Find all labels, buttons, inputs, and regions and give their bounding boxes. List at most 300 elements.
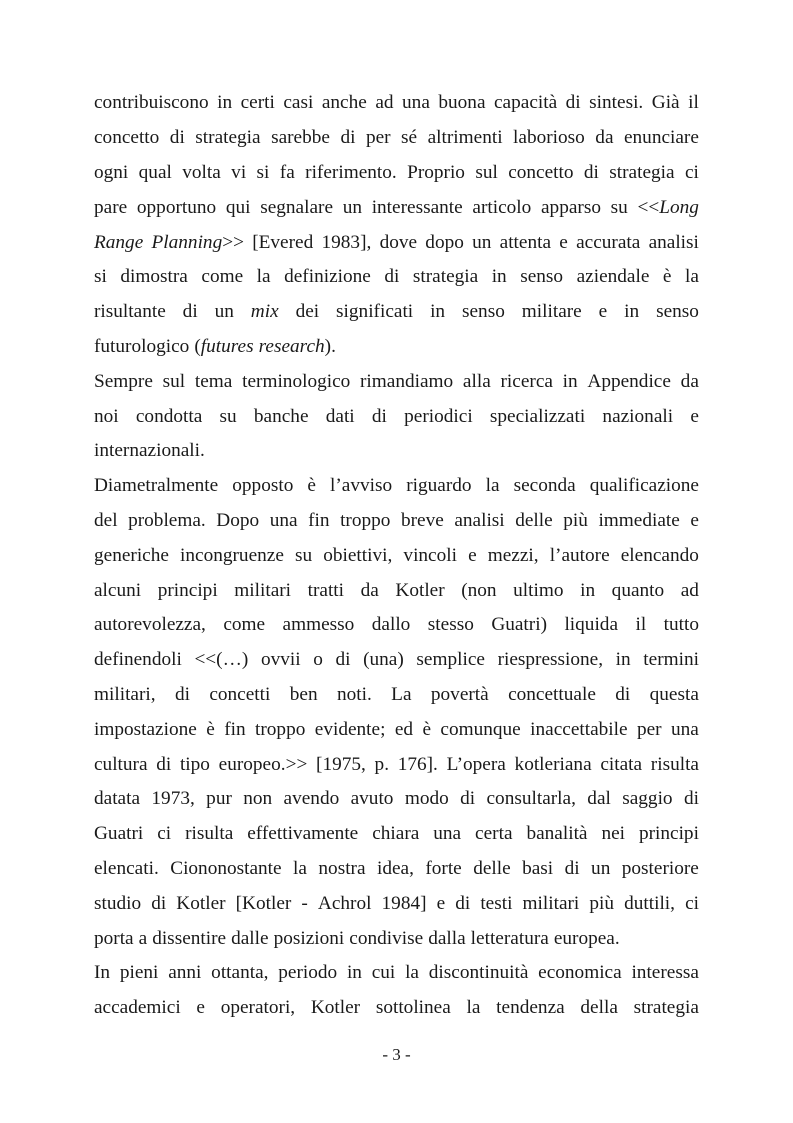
text-line bbox=[94, 956, 699, 991]
text-line bbox=[94, 817, 699, 852]
word: di bbox=[460, 788, 476, 810]
word: e bbox=[598, 301, 608, 323]
word: basi bbox=[522, 857, 554, 879]
word: attenta bbox=[499, 231, 552, 253]
word: autorevolezza, bbox=[94, 614, 206, 636]
word: di bbox=[156, 753, 172, 775]
word: un bbox=[214, 301, 234, 323]
text-line bbox=[94, 643, 699, 678]
word: banche bbox=[253, 405, 309, 427]
word: di bbox=[565, 92, 581, 114]
word: - bbox=[301, 892, 308, 914]
word: senso bbox=[520, 266, 564, 288]
word: <<Long bbox=[637, 196, 699, 218]
word: ad bbox=[375, 92, 394, 114]
word: accurata bbox=[576, 231, 641, 253]
word: incongruenze bbox=[180, 544, 284, 566]
word: (non bbox=[461, 579, 497, 601]
word: come bbox=[201, 266, 244, 288]
word: di bbox=[384, 266, 400, 288]
word: ben bbox=[289, 683, 318, 705]
word: pare bbox=[94, 196, 128, 218]
word: Guatri bbox=[94, 823, 144, 845]
text-line bbox=[94, 608, 699, 643]
word: su bbox=[219, 405, 237, 427]
text-line bbox=[94, 330, 699, 365]
text-line bbox=[94, 399, 699, 434]
word: si bbox=[256, 161, 270, 183]
word: Achrol bbox=[317, 892, 372, 914]
word: nazionali bbox=[602, 405, 674, 427]
word: vi bbox=[231, 161, 247, 183]
word: effettivamente bbox=[247, 823, 359, 845]
text-line bbox=[94, 156, 699, 191]
word: anche bbox=[321, 92, 367, 114]
word: internazionali. bbox=[94, 440, 205, 462]
text-line bbox=[94, 747, 699, 782]
word: ogni bbox=[94, 161, 129, 183]
word: non bbox=[243, 788, 273, 810]
word: operatori, bbox=[220, 997, 296, 1019]
text-line bbox=[94, 921, 699, 956]
word: duttili, bbox=[624, 892, 675, 914]
document-body bbox=[94, 86, 699, 1026]
word: ricerca bbox=[500, 370, 553, 392]
text-line bbox=[94, 886, 699, 921]
word: laborioso bbox=[513, 127, 585, 149]
word: ultimo bbox=[513, 579, 564, 601]
word: sintesi. bbox=[589, 92, 644, 114]
word: testi bbox=[480, 892, 513, 914]
word: idea, bbox=[376, 857, 414, 879]
word: ovvii bbox=[260, 649, 301, 671]
word: delle bbox=[473, 857, 511, 879]
word: concetto bbox=[508, 161, 574, 183]
word: qualificazione bbox=[589, 475, 699, 497]
word: breve bbox=[400, 509, 444, 531]
word: Dopo bbox=[216, 509, 260, 531]
word: saggio bbox=[622, 788, 673, 810]
word: è bbox=[206, 718, 215, 740]
word: generiche bbox=[94, 544, 169, 566]
word: è bbox=[307, 475, 316, 497]
word: principi bbox=[638, 823, 699, 845]
word: una bbox=[402, 92, 430, 114]
word: è bbox=[422, 718, 432, 740]
word: pur bbox=[206, 788, 232, 810]
text-line bbox=[94, 573, 699, 608]
word: in bbox=[562, 370, 578, 392]
word: [1975, bbox=[316, 753, 366, 775]
word: del bbox=[94, 509, 118, 531]
word: Planning>> bbox=[151, 231, 244, 253]
word: strategia bbox=[412, 266, 479, 288]
word: Kotler bbox=[310, 997, 361, 1019]
word: volta bbox=[182, 161, 221, 183]
word: ad bbox=[680, 579, 699, 601]
word: una bbox=[269, 509, 298, 531]
word: ammesso bbox=[282, 614, 355, 636]
word: è bbox=[662, 266, 672, 288]
word: più bbox=[589, 892, 615, 914]
word: risultante bbox=[94, 301, 166, 323]
text-line bbox=[94, 504, 699, 539]
word: capacità bbox=[494, 92, 558, 114]
word: di bbox=[169, 127, 185, 149]
word: a bbox=[138, 927, 148, 949]
word: da bbox=[360, 579, 379, 601]
word: in bbox=[624, 301, 640, 323]
word: Range bbox=[94, 231, 144, 253]
word: interessa bbox=[631, 962, 699, 984]
word: sé bbox=[401, 127, 418, 149]
word: seconda bbox=[513, 475, 576, 497]
word: militari bbox=[522, 892, 580, 914]
word: elencati. bbox=[94, 857, 159, 879]
text-line bbox=[94, 852, 699, 887]
word: alcuni bbox=[94, 579, 142, 601]
word: fin bbox=[224, 718, 246, 740]
word: certi bbox=[240, 92, 275, 114]
word: Guatri) bbox=[491, 614, 547, 636]
text-line bbox=[94, 678, 699, 713]
word: in bbox=[491, 266, 507, 288]
word: La bbox=[391, 683, 412, 705]
word: contribuiscono bbox=[94, 92, 209, 114]
word: definendoli bbox=[94, 649, 182, 671]
word: si bbox=[94, 266, 107, 288]
word: pieni bbox=[119, 962, 159, 984]
word: più bbox=[563, 509, 588, 531]
word: research). bbox=[258, 335, 336, 357]
word: 176]. bbox=[397, 753, 438, 775]
word: questa bbox=[649, 683, 699, 705]
word: certa bbox=[475, 823, 513, 845]
word: citata bbox=[600, 753, 643, 775]
word: la bbox=[684, 266, 699, 288]
page-number: - 3 - bbox=[382, 1045, 411, 1064]
word: avuto bbox=[350, 788, 394, 810]
text-line bbox=[94, 190, 699, 225]
word: militari, bbox=[94, 683, 156, 705]
word: troppo bbox=[340, 509, 391, 531]
text-line bbox=[94, 121, 699, 156]
word: ci bbox=[685, 892, 699, 914]
word: condivise bbox=[349, 927, 424, 949]
text-line bbox=[94, 434, 699, 469]
word: articolo bbox=[472, 196, 532, 218]
word: un bbox=[472, 231, 492, 253]
word: modo bbox=[404, 788, 449, 810]
word: dallo bbox=[371, 614, 411, 636]
word: stesso bbox=[427, 614, 474, 636]
text-line bbox=[94, 712, 699, 747]
word: 1984] bbox=[381, 892, 427, 914]
word: in bbox=[217, 92, 233, 114]
word: tipo bbox=[179, 753, 210, 775]
word: Kotler bbox=[395, 579, 445, 601]
word: posizioni bbox=[273, 927, 345, 949]
word: per bbox=[636, 718, 662, 740]
word: militari bbox=[234, 579, 292, 601]
word: liquida bbox=[564, 614, 619, 636]
word: p. bbox=[374, 753, 390, 775]
word: la bbox=[485, 475, 500, 497]
word: immediate bbox=[598, 509, 680, 531]
word: accademici bbox=[94, 997, 181, 1019]
word: specializzati bbox=[489, 405, 586, 427]
word: sarebbe bbox=[271, 127, 330, 149]
word: chiara bbox=[372, 823, 420, 845]
word: discontinuità bbox=[428, 962, 529, 984]
word: periodici bbox=[404, 405, 473, 427]
word: Appendice bbox=[587, 370, 671, 392]
word: dalla bbox=[428, 927, 466, 949]
word: troppo bbox=[255, 718, 306, 740]
word: concettuale bbox=[508, 683, 596, 705]
word: comunque bbox=[440, 718, 521, 740]
word: su bbox=[294, 544, 313, 566]
word: tema bbox=[194, 370, 233, 392]
word: dalle bbox=[231, 927, 269, 949]
text-line bbox=[94, 364, 699, 399]
word: riespressione, bbox=[497, 649, 604, 671]
word: dal bbox=[587, 788, 611, 810]
word: di bbox=[564, 857, 580, 879]
word: alla bbox=[462, 370, 491, 392]
word: casi bbox=[283, 92, 314, 114]
word: di bbox=[182, 301, 198, 323]
word: risulta bbox=[185, 823, 234, 845]
word: concetti bbox=[209, 683, 271, 705]
word: kotleriana bbox=[514, 753, 592, 775]
word: letteratura bbox=[470, 927, 549, 949]
word: tendenza bbox=[496, 997, 565, 1019]
word: <<(…) bbox=[194, 649, 249, 671]
word: evidente; bbox=[314, 718, 386, 740]
word: Kotler bbox=[176, 892, 226, 914]
word: come bbox=[223, 614, 266, 636]
word: problema. bbox=[128, 509, 206, 531]
word: senso bbox=[462, 301, 505, 323]
word: l’autore bbox=[549, 544, 610, 566]
word: impostazione bbox=[94, 718, 197, 740]
word: europea. bbox=[553, 927, 620, 949]
word: In bbox=[94, 962, 111, 984]
word: dei bbox=[295, 301, 320, 323]
word: analisi bbox=[648, 231, 699, 253]
word: la bbox=[293, 857, 307, 879]
word: tutto bbox=[663, 614, 699, 636]
word: dimostra bbox=[120, 266, 188, 288]
word: riferimento. bbox=[305, 161, 397, 183]
word: risulta bbox=[650, 753, 699, 775]
word: (una) bbox=[363, 649, 404, 671]
word: e bbox=[436, 892, 446, 914]
word: di bbox=[371, 405, 387, 427]
text-line bbox=[94, 469, 699, 504]
word: Già bbox=[651, 92, 680, 114]
word: di bbox=[583, 161, 599, 183]
word: 1983], bbox=[321, 231, 372, 253]
word: analisi bbox=[454, 509, 505, 531]
word: mix bbox=[250, 301, 279, 323]
word: banalità bbox=[526, 823, 588, 845]
word: e bbox=[690, 509, 699, 531]
word: in bbox=[580, 579, 596, 601]
word: in bbox=[615, 649, 631, 671]
word: periodo bbox=[278, 962, 338, 984]
word: Proprio bbox=[407, 161, 465, 183]
word: definizione bbox=[284, 266, 371, 288]
word: di bbox=[615, 683, 631, 705]
word: della bbox=[580, 997, 618, 1019]
word: ed bbox=[394, 718, 414, 740]
word: il bbox=[688, 92, 699, 114]
word: di bbox=[151, 892, 167, 914]
word: ci bbox=[157, 823, 172, 845]
word: inaccettabile bbox=[530, 718, 628, 740]
word: di bbox=[174, 683, 190, 705]
word: dissentire bbox=[152, 927, 227, 949]
word: in bbox=[346, 962, 362, 984]
word: fa bbox=[279, 161, 295, 183]
word: qual bbox=[138, 161, 172, 183]
word: o bbox=[313, 649, 323, 671]
word: e bbox=[690, 405, 699, 427]
word: riguardo bbox=[406, 475, 472, 497]
word: cui bbox=[371, 962, 396, 984]
word: (futures bbox=[194, 335, 254, 357]
word: noi bbox=[94, 405, 119, 427]
word: di bbox=[340, 127, 356, 149]
word: sul bbox=[475, 161, 498, 183]
word: tratti bbox=[307, 579, 345, 601]
text-line bbox=[94, 225, 699, 260]
word: da bbox=[595, 127, 614, 149]
word: strategia bbox=[609, 161, 675, 183]
word: futurologico bbox=[94, 335, 190, 357]
word: il bbox=[635, 614, 647, 636]
word: opportuno bbox=[136, 196, 217, 218]
text-line bbox=[94, 782, 699, 817]
word: 1973, bbox=[151, 788, 195, 810]
word: in bbox=[430, 301, 446, 323]
word: la bbox=[256, 266, 271, 288]
word: semplice bbox=[416, 649, 485, 671]
word: enunciare bbox=[623, 127, 699, 149]
word: un bbox=[342, 196, 362, 218]
word: rimandiamo bbox=[360, 370, 454, 392]
word: interessante bbox=[371, 196, 463, 218]
word: termini bbox=[643, 649, 699, 671]
word: da bbox=[680, 370, 699, 392]
word: fin bbox=[308, 509, 330, 531]
word: quanto bbox=[611, 579, 665, 601]
word: posteriore bbox=[621, 857, 699, 879]
word: una bbox=[671, 718, 699, 740]
word: mezzi, bbox=[487, 544, 539, 566]
word: [Kotler bbox=[235, 892, 292, 914]
word: di bbox=[335, 649, 351, 671]
word: qui bbox=[225, 196, 251, 218]
word: principi bbox=[157, 579, 218, 601]
word: anni bbox=[168, 962, 202, 984]
text-line bbox=[94, 991, 699, 1026]
word: strategia bbox=[195, 127, 261, 149]
word: sottolinea bbox=[375, 997, 451, 1019]
word: ottanta, bbox=[211, 962, 269, 984]
word: strategia bbox=[633, 997, 699, 1019]
word: dati bbox=[325, 405, 355, 427]
text-line bbox=[94, 260, 699, 295]
word: cultura bbox=[94, 753, 148, 775]
word: [Evered bbox=[252, 231, 314, 253]
word: Sempre bbox=[94, 370, 153, 392]
word: senso bbox=[656, 301, 699, 323]
word: vincoli bbox=[403, 544, 457, 566]
word: Ciononostante bbox=[170, 857, 282, 879]
word: di bbox=[455, 892, 471, 914]
word: segnalare bbox=[260, 196, 333, 218]
text-line bbox=[94, 538, 699, 573]
word: la bbox=[405, 962, 419, 984]
word: significati bbox=[336, 301, 414, 323]
word: militare bbox=[521, 301, 582, 323]
word: e bbox=[196, 997, 205, 1019]
word: la bbox=[466, 997, 481, 1019]
word: porta bbox=[94, 927, 134, 949]
word: obiettivi, bbox=[323, 544, 393, 566]
word: un bbox=[591, 857, 611, 879]
word: forte bbox=[425, 857, 462, 879]
text-line bbox=[94, 86, 699, 121]
word: europeo.>> bbox=[218, 753, 308, 775]
word: buona bbox=[438, 92, 486, 114]
text-line bbox=[94, 295, 699, 330]
word: altrimenti bbox=[427, 127, 503, 149]
word: condotta bbox=[135, 405, 203, 427]
word: su bbox=[610, 196, 628, 218]
word: di bbox=[683, 788, 699, 810]
word: opposto bbox=[232, 475, 294, 497]
word: terminologico bbox=[242, 370, 351, 392]
word: aziendale bbox=[576, 266, 650, 288]
word: sul bbox=[162, 370, 186, 392]
word: studio bbox=[94, 892, 142, 914]
word: e bbox=[559, 231, 568, 253]
word: datata bbox=[94, 788, 141, 810]
word: L’opera bbox=[446, 753, 506, 775]
word: per bbox=[365, 127, 391, 149]
word: una bbox=[433, 823, 462, 845]
word: l’avviso bbox=[330, 475, 393, 497]
word: elencando bbox=[620, 544, 699, 566]
word: povertà bbox=[430, 683, 489, 705]
word: ci bbox=[684, 161, 699, 183]
word: apparso bbox=[541, 196, 601, 218]
word: dopo bbox=[425, 231, 464, 253]
word: delle bbox=[515, 509, 553, 531]
word: nostra bbox=[318, 857, 366, 879]
word: e bbox=[468, 544, 477, 566]
word: dove bbox=[379, 231, 418, 253]
word: avendo bbox=[283, 788, 340, 810]
word: nei bbox=[601, 823, 625, 845]
word: concetto bbox=[94, 127, 160, 149]
word: economica bbox=[538, 962, 622, 984]
word: consultarla, bbox=[486, 788, 576, 810]
